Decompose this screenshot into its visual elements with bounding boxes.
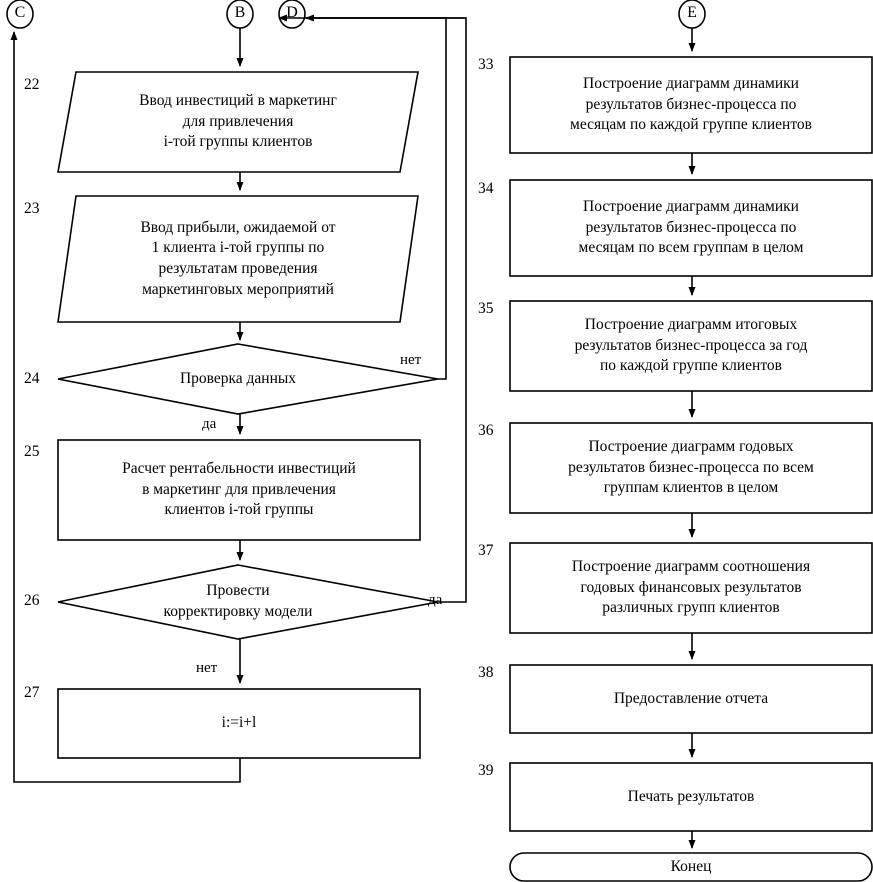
edge-label-26-no: нет xyxy=(196,660,218,676)
step-number-38: 38 xyxy=(478,664,494,681)
step-number-23: 23 xyxy=(24,200,40,217)
node-24-text: Проверка данных xyxy=(179,369,297,387)
node-37-text: Построение диаграмм соотношения годовых финансовых результатов различных групп клиентов xyxy=(571,558,811,617)
node-33-shape xyxy=(510,57,872,153)
node-23-shape xyxy=(58,196,418,322)
step-number-27: 27 xyxy=(24,684,40,701)
step-number-26: 26 xyxy=(24,592,40,609)
node-27-text: i:=i+l xyxy=(221,714,257,732)
node-22-shape xyxy=(58,72,418,172)
node-36-text: Построение диаграмм годовых результатов бизнес-процесса по всем группам клиентов в целом xyxy=(568,438,814,497)
step-number-36: 36 xyxy=(478,422,494,439)
node-36-shape xyxy=(510,423,872,513)
step-number-33: 33 xyxy=(478,56,494,73)
node-39-shape xyxy=(510,763,872,831)
node-35-text: Построение диаграмм итоговых результатов бизнес-процесса за год по каждой группе клиентов xyxy=(574,316,808,375)
node-27-shape xyxy=(58,689,420,758)
node-24-shape xyxy=(58,344,438,414)
node-26-text: Провести корректировку модели xyxy=(163,582,313,620)
node-38-shape xyxy=(510,665,872,733)
node-22-text: Ввод инвестиций в маркетинг для привлечения i-той группы клиентов xyxy=(139,92,337,151)
connector-b-label: B xyxy=(234,4,246,21)
step-number-34: 34 xyxy=(478,180,494,197)
node-26-shape xyxy=(58,565,438,639)
step-number-39: 39 xyxy=(478,762,494,779)
node-37-shape xyxy=(510,543,872,633)
edge-label-24-yes: да xyxy=(202,416,217,432)
step-number-25: 25 xyxy=(24,443,40,460)
edge-label-26-yes: да xyxy=(428,592,443,608)
connector-d-label: D xyxy=(286,4,298,21)
node-35-shape xyxy=(510,301,872,391)
node-end-text: Конец xyxy=(670,857,712,875)
step-number-24: 24 xyxy=(24,370,40,387)
step-number-37: 37 xyxy=(478,542,494,559)
node-38-text: Предоставление отчета xyxy=(613,689,769,707)
node-25-text: Расчет рентабельности инвестиций в маркетинг для привлечения клиентов i-той группы xyxy=(122,460,356,519)
node-34-shape xyxy=(510,180,872,276)
node-33-text: Построение диаграмм динамики результатов бизнес-процесса по месяцам по каждой группе клиентов xyxy=(570,75,812,134)
node-end-shape xyxy=(510,853,872,881)
step-number-22: 22 xyxy=(24,76,40,93)
node-25-shape xyxy=(58,440,420,540)
edge-label-24-no: нет xyxy=(400,352,422,368)
connector-e-label: E xyxy=(687,4,697,21)
connector-c-label: C xyxy=(14,4,26,21)
node-34-text: Построение диаграмм динамики результатов бизнес-процесса по месяцам по всем группам в целом xyxy=(578,198,804,257)
node-23-text: Ввод прибыли, ожидаемой от 1 клиента i-той группы по результатам проведения маркетинговых мероприятий xyxy=(140,218,336,298)
step-number-35: 35 xyxy=(478,300,494,317)
node-39-text: Печать результатов xyxy=(627,787,755,805)
